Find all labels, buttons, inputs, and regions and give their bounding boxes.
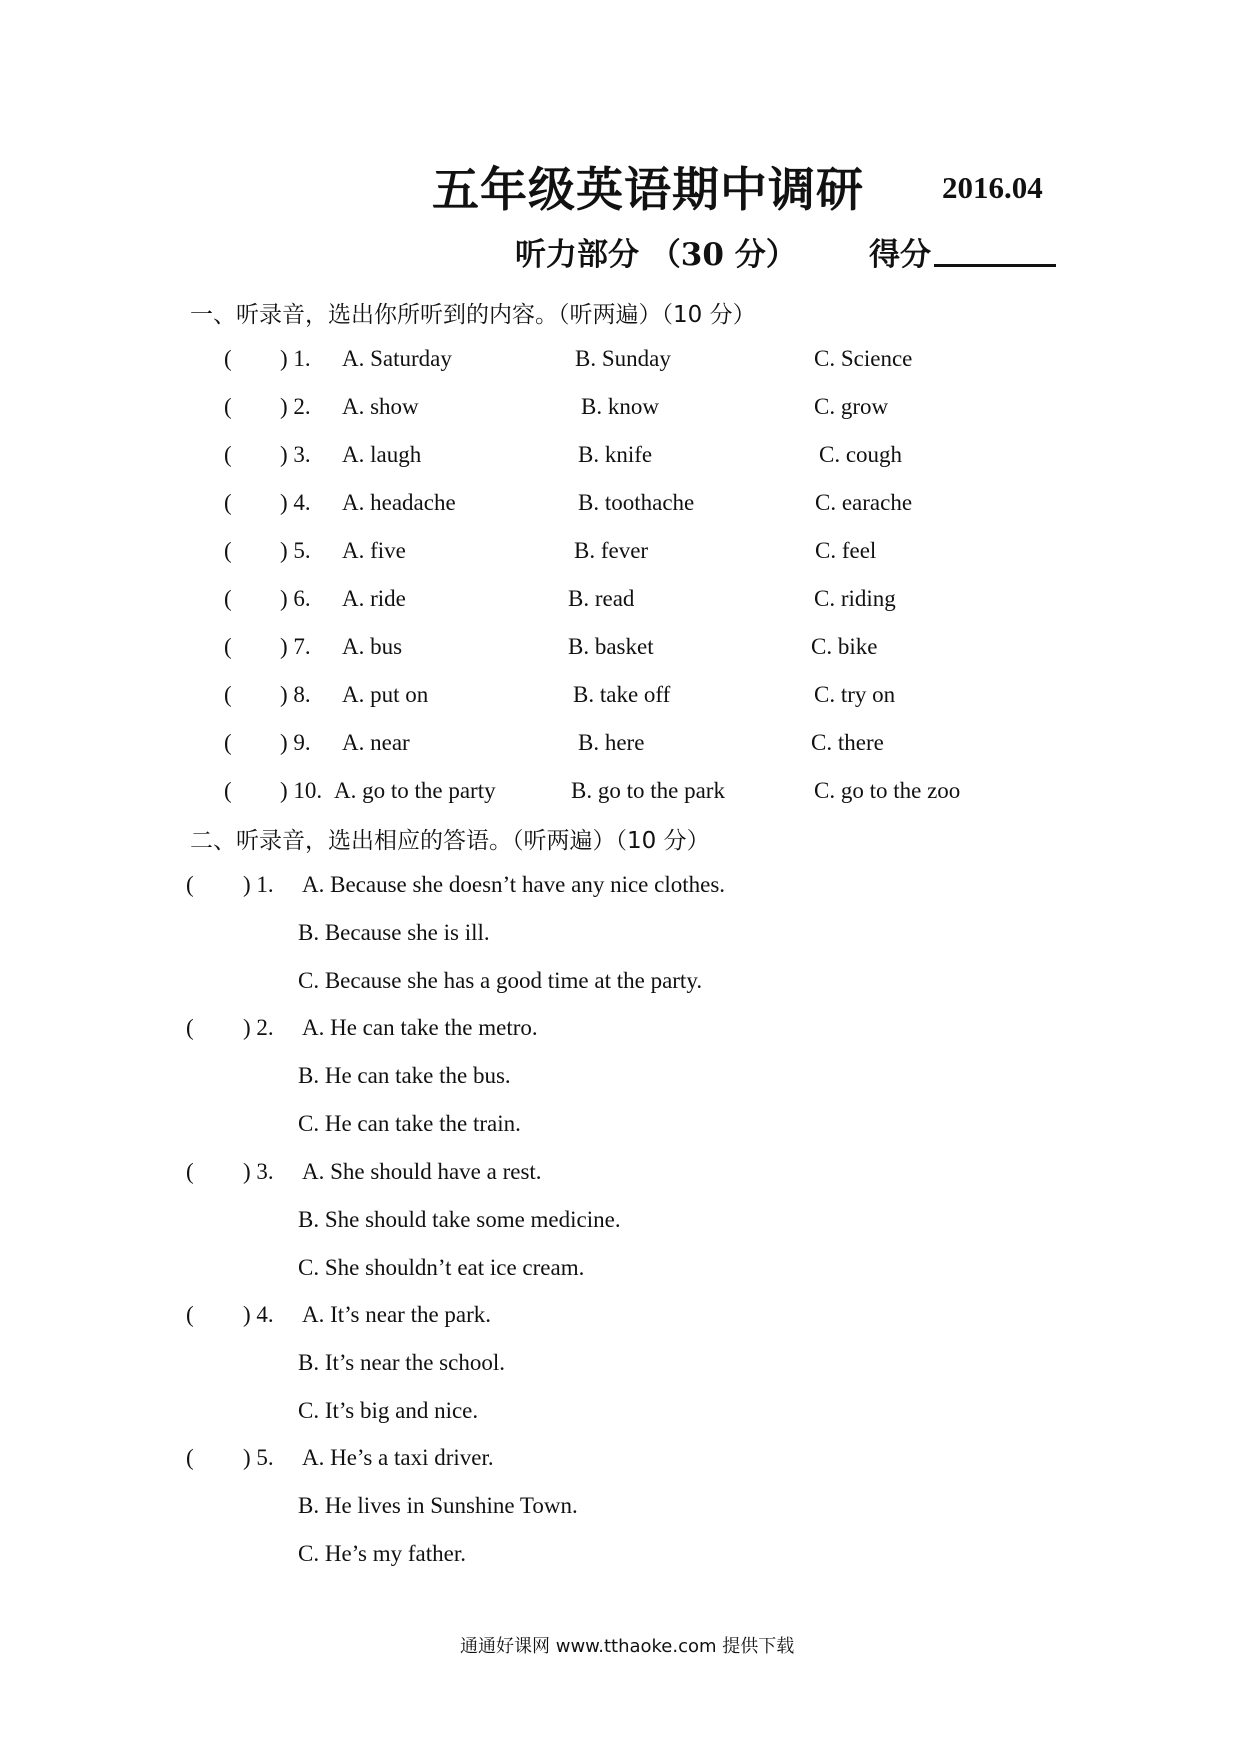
question-row bbox=[0, 682, 1240, 712]
option-c: C. there bbox=[811, 730, 884, 755]
option-b: B. take off bbox=[573, 682, 671, 707]
answer-paren-open: ( bbox=[186, 872, 194, 897]
option-c: C. bike bbox=[811, 634, 878, 659]
option-c: C. Science bbox=[814, 346, 913, 371]
answer-paren-open: ( bbox=[224, 682, 232, 707]
option-c: C. grow bbox=[814, 394, 889, 419]
question-row bbox=[0, 586, 1240, 616]
option-b: B. basket bbox=[568, 634, 654, 659]
question-number: ) 4. bbox=[280, 490, 311, 515]
option-a: A. It’s near the park. bbox=[302, 1302, 492, 1327]
question-row bbox=[0, 346, 1240, 376]
option-c: C. earache bbox=[815, 490, 913, 515]
answer-paren-open: ( bbox=[224, 346, 232, 371]
option-a: A. Saturday bbox=[342, 346, 452, 371]
answer-paren-open: ( bbox=[224, 538, 232, 563]
question-number: ) 2. bbox=[280, 394, 311, 419]
option-a: A. Because she doesn’t have any nice clothes. bbox=[302, 872, 726, 897]
option-a: A. five bbox=[342, 538, 406, 563]
option-b: B. Because she is ill. bbox=[298, 920, 490, 945]
answer-paren-open: ( bbox=[224, 442, 232, 467]
answer-paren-open: ( bbox=[186, 1015, 194, 1040]
option-b: B. toothache bbox=[578, 490, 695, 515]
question-row bbox=[0, 730, 1240, 760]
answer-paren-open: ( bbox=[186, 1159, 194, 1184]
option-b: B. read bbox=[568, 586, 635, 611]
question-row bbox=[0, 490, 1240, 520]
question-number: ) 8. bbox=[280, 682, 311, 707]
option-c: C. It’s big and nice. bbox=[298, 1398, 479, 1423]
answer-paren-open: ( bbox=[224, 394, 232, 419]
question-number: ) 1. bbox=[243, 872, 274, 897]
question-row bbox=[0, 778, 1240, 808]
question-number: ) 7. bbox=[280, 634, 311, 659]
option-b: B. She should take some medicine. bbox=[298, 1207, 621, 1232]
answer-paren-open: ( bbox=[224, 778, 232, 803]
option-a: A. He can take the metro. bbox=[302, 1015, 538, 1040]
question-number: ) 5. bbox=[280, 538, 311, 563]
question-row bbox=[0, 634, 1240, 664]
question-number: ) 9. bbox=[280, 730, 311, 755]
option-c: C. He’s my father. bbox=[298, 1541, 466, 1566]
option-b: B. He can take the bus. bbox=[298, 1063, 511, 1088]
option-a: A. show bbox=[342, 394, 419, 419]
question-row bbox=[0, 442, 1240, 472]
section2-heading: 二、听录音，选出相应的答语。（听两遍）（10 分） bbox=[190, 828, 710, 854]
option-b: B. knife bbox=[578, 442, 653, 467]
option-c: C. Because she has a good time at the party. bbox=[298, 968, 703, 993]
option-b: B. He lives in Sunshine Town. bbox=[298, 1493, 578, 1518]
footer-watermark: 通通好课网 www.tthaoke.com 提供下载 bbox=[460, 1636, 795, 1657]
option-a: A. put on bbox=[342, 682, 429, 707]
option-c: C. She shouldn’t eat ice cream. bbox=[298, 1255, 585, 1280]
answer-paren-open: ( bbox=[186, 1302, 194, 1327]
answer-paren-open: ( bbox=[224, 730, 232, 755]
option-b: B. It’s near the school. bbox=[298, 1350, 505, 1375]
question-number: ) 1. bbox=[280, 346, 311, 371]
option-c: C. He can take the train. bbox=[298, 1111, 521, 1136]
page-title: 五年级英语期中调研 bbox=[432, 163, 864, 218]
option-a: A. near bbox=[342, 730, 410, 755]
answer-paren-open: ( bbox=[186, 1445, 194, 1470]
question-row bbox=[0, 538, 1240, 568]
question-number: ) 6. bbox=[280, 586, 311, 611]
question-number: ) 10. bbox=[280, 778, 323, 803]
exam-date: 2016.04 bbox=[942, 170, 1043, 205]
score-blank-line bbox=[934, 264, 1056, 267]
question-number: ) 5. bbox=[243, 1445, 274, 1470]
question-number: ) 2. bbox=[243, 1015, 274, 1040]
option-b: B. go to the park bbox=[571, 778, 725, 803]
option-c: C. feel bbox=[815, 538, 877, 563]
answer-paren-open: ( bbox=[224, 634, 232, 659]
option-b: B. here bbox=[578, 730, 645, 755]
option-c: C. try on bbox=[814, 682, 896, 707]
section1-heading: 一、听录音，选出你所听到的内容。（听两遍）（10 分） bbox=[190, 302, 756, 328]
option-a: A. go to the party bbox=[334, 778, 496, 803]
option-a: A. headache bbox=[342, 490, 456, 515]
option-b: B. Sunday bbox=[575, 346, 671, 371]
question-row bbox=[0, 394, 1240, 424]
option-b: B. know bbox=[581, 394, 659, 419]
answer-paren-open: ( bbox=[224, 490, 232, 515]
option-a: A. He’s a taxi driver. bbox=[302, 1445, 494, 1470]
score-label: 得分 bbox=[869, 237, 931, 273]
answer-paren-open: ( bbox=[224, 586, 232, 611]
option-b: B. fever bbox=[574, 538, 649, 563]
question-number: ) 3. bbox=[280, 442, 311, 467]
option-a: A. bus bbox=[342, 634, 403, 659]
question-number: ) 4. bbox=[243, 1302, 274, 1327]
option-c: C. riding bbox=[814, 586, 896, 611]
option-a: A. She should have a rest. bbox=[302, 1159, 542, 1184]
option-c: C. cough bbox=[819, 442, 903, 467]
option-a: A. laugh bbox=[342, 442, 422, 467]
question-number: ) 3. bbox=[243, 1159, 274, 1184]
option-a: A. ride bbox=[342, 586, 406, 611]
option-c: C. go to the zoo bbox=[814, 778, 961, 803]
section-subtitle: 听力部分 （30 分） bbox=[515, 237, 797, 273]
